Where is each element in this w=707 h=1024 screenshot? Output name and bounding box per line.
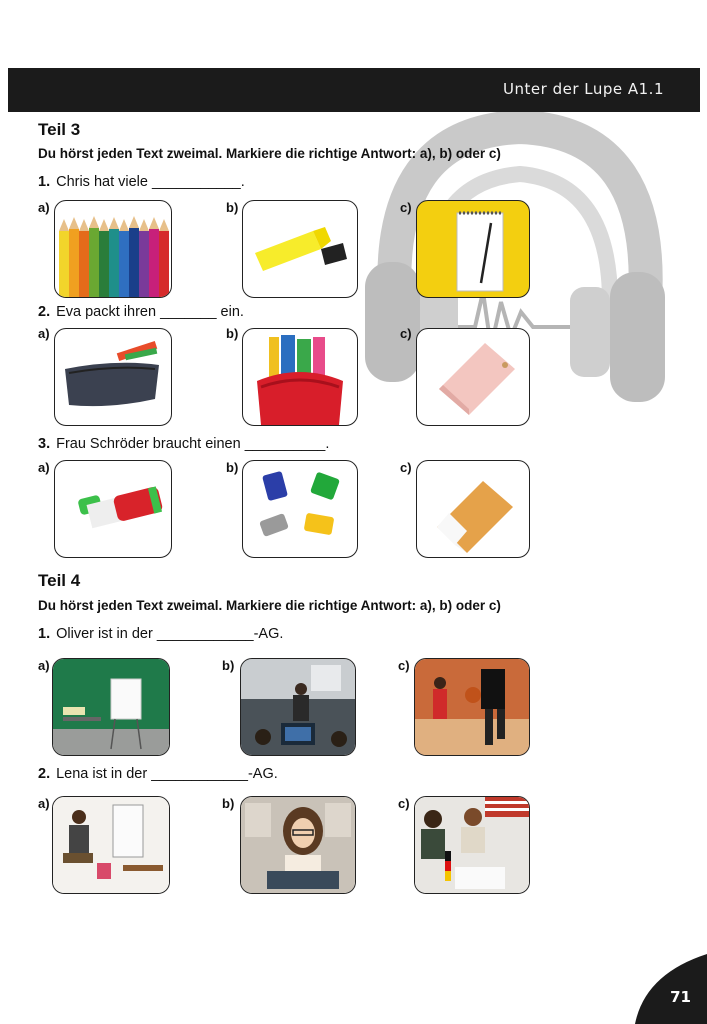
- backpack-icon: [243, 329, 357, 425]
- eraser-icon: [417, 461, 529, 557]
- notepad-pencil-icon: [417, 201, 529, 297]
- classroom-flipchart-icon: [53, 659, 169, 755]
- answer-image-students-flags[interactable]: [414, 796, 530, 894]
- colored-pencils-icon: [55, 201, 171, 297]
- wallet-icon: [417, 329, 529, 425]
- option-label: b): [222, 658, 235, 673]
- answer-image-pencil-case[interactable]: [54, 328, 172, 426]
- option-label: b): [226, 460, 239, 475]
- option-label: a): [38, 796, 50, 811]
- teil4-instruction: Du hörst jeden Text zweimal. Markiere die richtige Antwort: a), b) oder c): [38, 598, 501, 613]
- book-title: Unter der Lupe A1.1: [503, 80, 664, 98]
- teil3-instruction: Du hörst jeden Text zweimal. Markiere die richtige Antwort: a), b) oder c): [38, 146, 501, 161]
- option-label: a): [38, 460, 50, 475]
- answer-image-basketball[interactable]: [414, 658, 530, 756]
- answer-image-glue-stick[interactable]: [54, 460, 172, 558]
- question-1: 1. Oliver ist in der ____________-AG.: [38, 626, 284, 642]
- option-label: c): [400, 326, 412, 341]
- option-label: c): [400, 460, 412, 475]
- teil4-title: Teil 4: [38, 571, 81, 590]
- answer-image-painting[interactable]: [52, 796, 170, 894]
- basketball-game-icon: [415, 659, 529, 755]
- option-label: a): [38, 326, 50, 341]
- option-label: c): [400, 200, 412, 215]
- option-label: b): [226, 200, 239, 215]
- option-label: a): [38, 200, 50, 215]
- question-2: 2. Lena ist in der ____________-AG.: [38, 766, 278, 782]
- answer-image-notepad[interactable]: [416, 200, 530, 298]
- answer-image-highlighter[interactable]: [242, 200, 358, 298]
- page-number: 71: [670, 988, 691, 1006]
- girl-reading-icon: [241, 797, 355, 893]
- header-bar: [8, 68, 700, 112]
- answer-image-eraser[interactable]: [416, 460, 530, 558]
- computer-lab-icon: [241, 659, 355, 755]
- question-2: 2. Eva packt ihren _______ ein.: [38, 304, 244, 320]
- painting-art-icon: [53, 797, 169, 893]
- option-label: c): [398, 796, 410, 811]
- answer-image-backpack[interactable]: [242, 328, 358, 426]
- option-label: c): [398, 658, 410, 673]
- highlighter-icon: [243, 201, 357, 297]
- answer-image-reading[interactable]: [240, 796, 356, 894]
- option-label: b): [226, 326, 239, 341]
- answer-image-wallet[interactable]: [416, 328, 530, 426]
- option-label: b): [222, 796, 235, 811]
- question-1: 1. Chris hat viele ___________.: [38, 174, 245, 190]
- answer-image-colored-pencils[interactable]: [54, 200, 172, 298]
- glue-stick-icon: [55, 461, 171, 557]
- answer-image-computer-lab[interactable]: [240, 658, 356, 756]
- pencil-sharpeners-icon: [243, 461, 357, 557]
- answer-image-classroom[interactable]: [52, 658, 170, 756]
- question-3: 3. Frau Schröder braucht einen __________.: [38, 436, 330, 452]
- pencil-case-icon: [55, 329, 171, 425]
- students-flags-icon: [415, 797, 529, 893]
- answer-image-sharpeners[interactable]: [242, 460, 358, 558]
- option-label: a): [38, 658, 50, 673]
- teil3-title: Teil 3: [38, 120, 81, 139]
